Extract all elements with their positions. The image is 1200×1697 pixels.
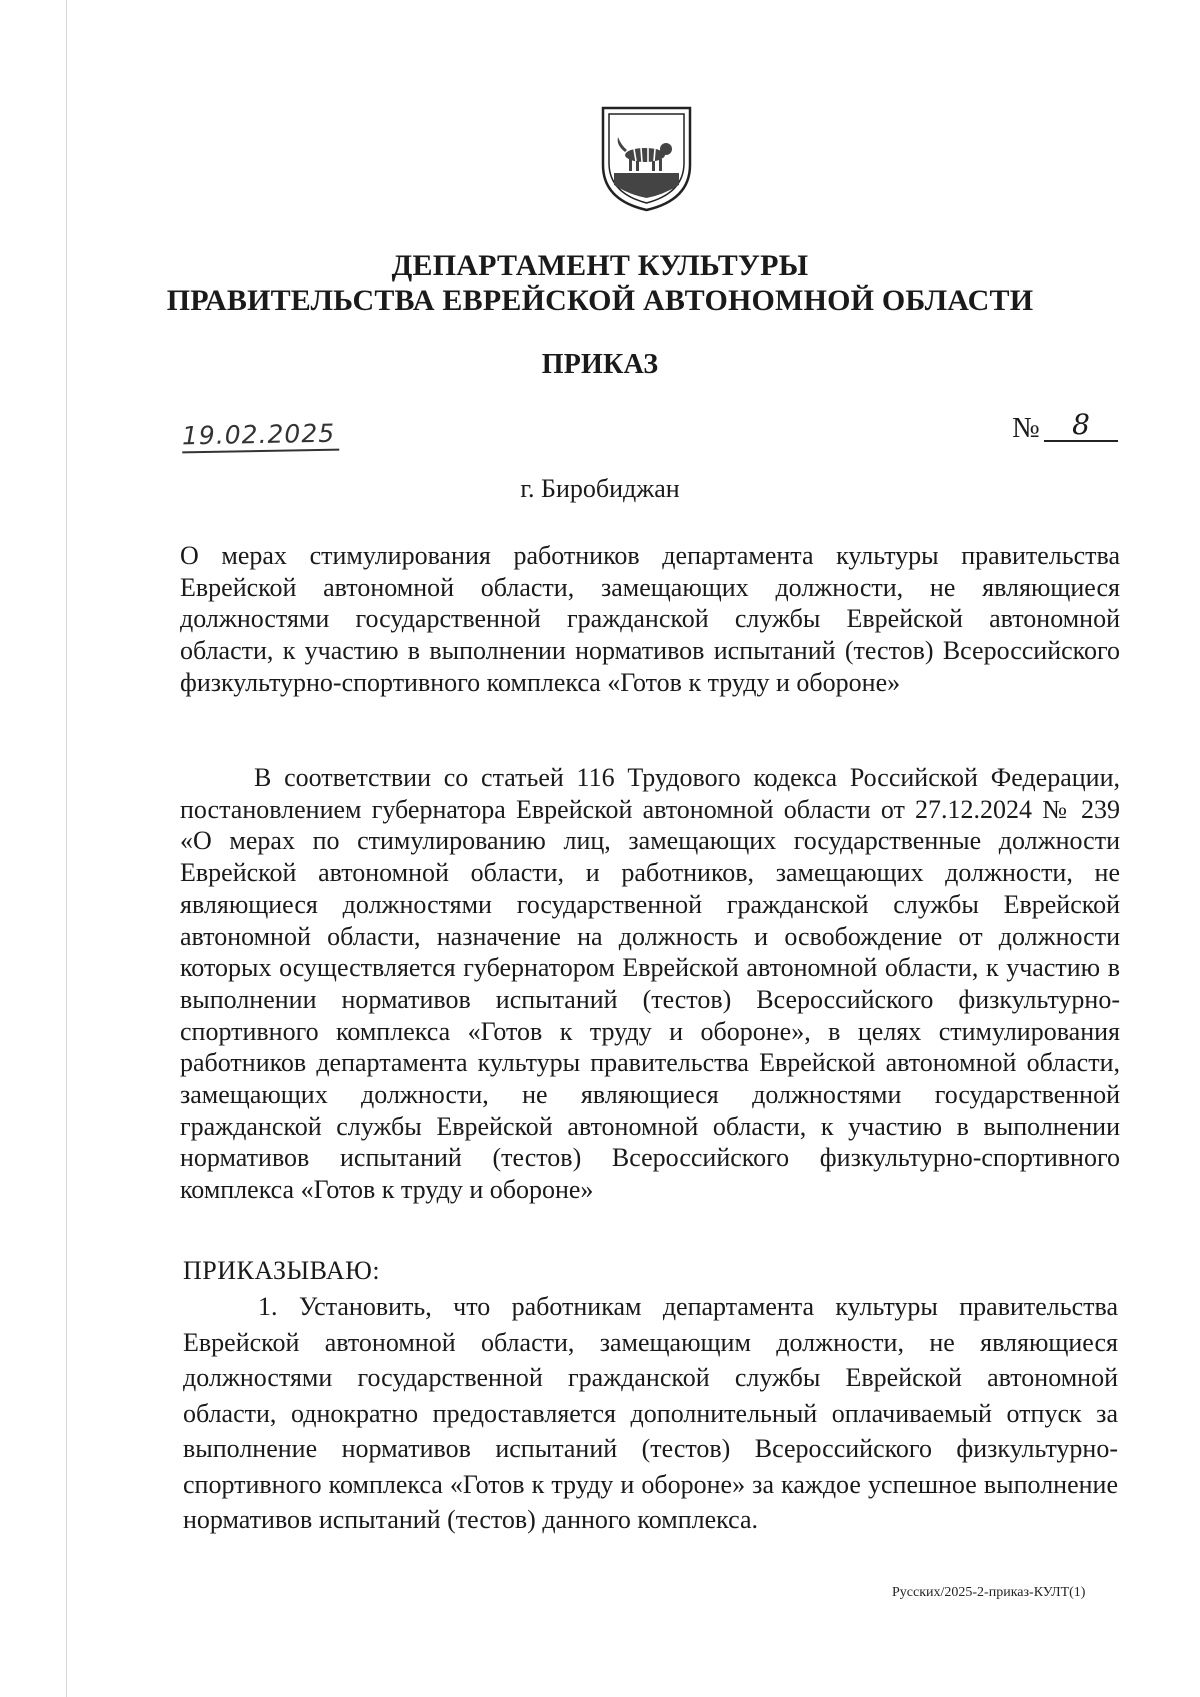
order-subject: О мерах стимулирования работников департамента культуры правительства Еврейской автономной области, замещающих должности, не являющиеся должностями государственной гражданской службы Еврейской автономной области, к участию в выполнении нормативов испытаний (тестов) Всероссийского физкультурно-спортивного комплекса «Готов к труду и обороне» bbox=[180, 541, 1120, 697]
document-code: Русских/2025-2-приказ-КУЛТ(1) bbox=[892, 1585, 1086, 1600]
order-number-label: № bbox=[1012, 412, 1040, 444]
handwritten-order-number: 8 bbox=[1044, 410, 1118, 442]
document-type-title: ПРИКАЗ bbox=[541, 349, 659, 380]
order-directive: ПРИКАЗЫВАЮ: bbox=[183, 1256, 381, 1285]
order-item-1: 1. Установить, что работникам департамента культуры правительства Еврейской автономной области, замещающим должности, не являющиеся должностями государственной гражданской службы Еврейской автономной области, однократно предоставляется дополнительный оплачиваемый отпуск за выполнение нормативов испытаний (тестов) Всероссийского физкультурно-спортивного комплекса «Готов к труду и обороне» за каждое успешное выполнение нормативов испытаний (тестов) данного комплекса. bbox=[183, 1292, 1118, 1534]
preamble-paragraph: В соответствии со статьей 116 Трудового кодекса Российской Федерации, постановлением губернатора Еврейской автономной области от 27.12.2024 № 239 «О мерах по стимулированию лиц, замещающих государственные должности Еврейской автономной области, и работников, замещающих должности, не являющиеся должностями государственной гражданской службы Еврейской автономной области, назначение на должность и освобождение от должности которых осуществляется губернатором Еврейской автономной области, к участию в выполнении нормативов испытаний (тестов) Всероссийского физкультурно-спортивного комплекса «Готов к труду и обороне», в целях стимулирования работников департамента культуры правительства Еврейской автономной области, замещающих должности, не являющиеся должностями государственной гражданской службы Еврейской автономной области, к участию в выполнении нормативов испытаний (тестов) Всероссийского физкультурно-спортивного комплекса «Готов к труду и обороне» bbox=[180, 763, 1120, 1205]
department-name: ДЕПАРТАМЕНТ КУЛЬТУРЫ bbox=[391, 249, 809, 282]
tiger-coat-of-arms-icon bbox=[600, 105, 693, 213]
city-name: г. Биробиджан bbox=[520, 474, 680, 503]
government-name: ПРАВИТЕЛЬСТВА ЕВРЕЙСКОЙ АВТОНОМНОЙ ОБЛАСТИ bbox=[166, 284, 1034, 317]
handwritten-order-date: 19.02.2025 bbox=[182, 419, 340, 454]
